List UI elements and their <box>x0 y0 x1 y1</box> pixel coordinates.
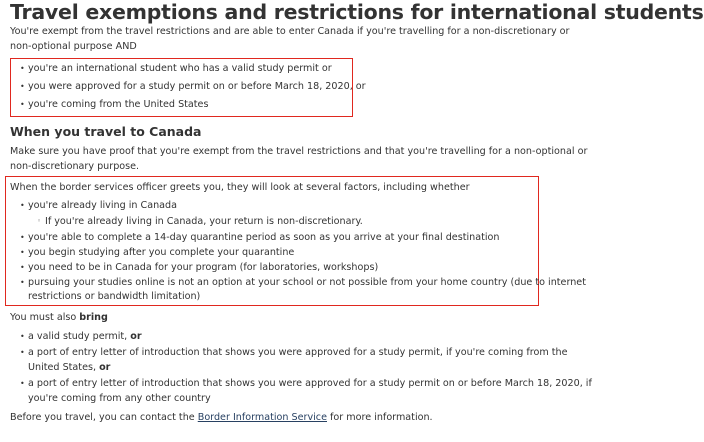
bullet-icon: • <box>20 248 25 257</box>
factor-item: you're able to complete a 14-day quarantine period as soon as you arrive at your final destination <box>28 232 500 243</box>
bring-item: a port of entry letter of introduction that shows you were approved for a study permit on or before March 18, 2020, if <box>28 378 592 389</box>
factor-item: you begin studying after you complete your quarantine <box>28 247 295 258</box>
intro-line-2: non-optional purpose AND <box>10 41 137 52</box>
bring-item-text: a valid study permit, <box>28 331 131 342</box>
must-bring-bold: bring <box>79 312 108 323</box>
factor-item: you need to be in Canada for your program (for laboratories, workshops) <box>28 262 379 273</box>
border-officer-intro: When the border services officer greets you, they will look at several factors, including whether <box>10 182 470 193</box>
page-title: Travel exemptions and restrictions for international students <box>10 0 704 24</box>
footer-before: Before you travel, you can contact the <box>10 412 198 423</box>
factor-sub-item: If you're already living in Canada, your return is non-discretionary. <box>45 216 363 227</box>
must-bring-prefix: You must also <box>10 312 80 323</box>
exemption-item: you're coming from the United States <box>28 99 209 110</box>
bullet-icon: • <box>20 332 25 341</box>
bullet-icon: • <box>20 201 25 210</box>
section-heading-when-you-travel: When you travel to Canada <box>10 124 202 139</box>
bullet-icon: • <box>20 64 25 73</box>
factor-item: you're already living in Canada <box>28 200 178 211</box>
must-bring-heading <box>10 311 108 324</box>
bring-item-continued: you're coming from any other country <box>28 393 211 404</box>
proof-line-2: non-discretionary purpose. <box>10 161 140 172</box>
footer-text <box>10 411 433 424</box>
bullet-icon: • <box>20 348 25 357</box>
exemption-item: you're an international student who has a valid study permit or <box>28 63 332 74</box>
exemption-item: you were approved for a study permit on or before March 18, 2020, or <box>28 81 366 92</box>
proof-line-1: Make sure you have proof that you're exempt from the travel restrictions and that you're travelling for a non-optional or <box>10 146 588 157</box>
bring-item: a port of entry letter of introduction that shows you were approved for a study permit, if you're coming from the <box>28 347 568 358</box>
bring-or: or <box>99 362 111 373</box>
border-information-service-link[interactable]: Border Information Service <box>197 412 327 423</box>
bullet-icon: • <box>20 100 25 109</box>
bring-item <box>28 330 142 343</box>
bullet-icon: • <box>20 82 25 91</box>
bring-or: or <box>130 331 142 342</box>
factor-item-continued: restrictions or bandwidth limitation) <box>28 291 201 302</box>
footer-after: for more information. <box>327 412 433 423</box>
intro-line-1: You're exempt from the travel restrictions and are able to enter Canada if you're travelling for a non-discretionary or <box>10 26 570 37</box>
bring-item-continued <box>28 361 110 374</box>
bullet-icon: • <box>20 278 25 287</box>
bullet-icon: • <box>20 233 25 242</box>
bullet-icon: • <box>20 379 25 388</box>
bring-item-text: United States, <box>28 362 100 373</box>
bullet-icon: • <box>20 263 25 272</box>
sub-bullet-icon: ◦ <box>37 217 42 225</box>
factor-item: pursuing your studies online is not an option at your school or not possible from your home country (due to internet <box>28 277 586 288</box>
